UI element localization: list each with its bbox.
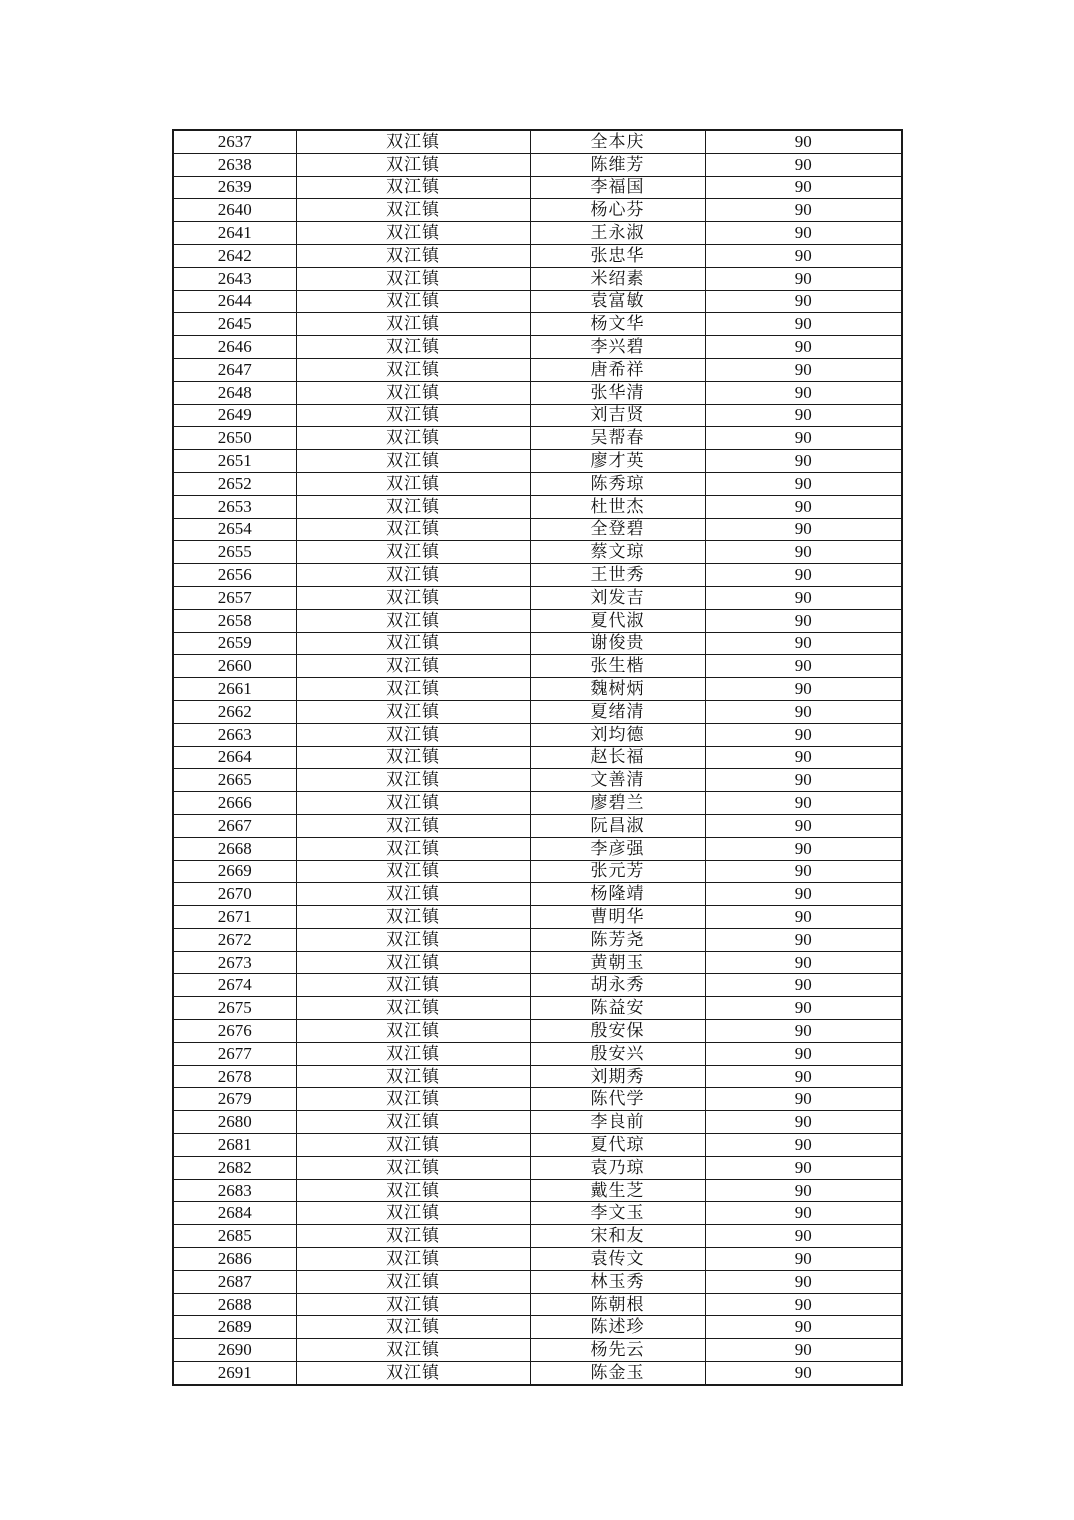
town-cell: 双江镇: [296, 244, 530, 267]
row-number-cell: 2665: [173, 769, 296, 792]
table-row: [173, 1111, 902, 1134]
table-row: [173, 655, 902, 678]
row-number-cell: 2688: [173, 1293, 296, 1316]
person-name-cell: 张忠华: [530, 244, 705, 267]
row-number-cell: 2691: [173, 1362, 296, 1385]
table-row: [173, 1248, 902, 1271]
value-cell: 90: [705, 837, 902, 860]
town-cell: 双江镇: [296, 951, 530, 974]
value-cell: 90: [705, 313, 902, 336]
row-number-cell: 2641: [173, 222, 296, 245]
person-name-cell: 夏代淑: [530, 609, 705, 632]
town-cell: 双江镇: [296, 723, 530, 746]
table-row: [173, 974, 902, 997]
town-cell: 双江镇: [296, 450, 530, 473]
table-row: [173, 381, 902, 404]
person-name-cell: 王永淑: [530, 222, 705, 245]
row-number-cell: 2651: [173, 450, 296, 473]
row-number-cell: 2649: [173, 404, 296, 427]
person-name-cell: 夏绪清: [530, 700, 705, 723]
value-cell: 90: [705, 358, 902, 381]
row-number-cell: 2669: [173, 860, 296, 883]
value-cell: 90: [705, 267, 902, 290]
table-row: [173, 1362, 902, 1385]
table-row: [173, 358, 902, 381]
person-name-cell: 杨文华: [530, 313, 705, 336]
person-name-cell: 殷安保: [530, 1020, 705, 1043]
table-row: [173, 1339, 902, 1362]
value-cell: 90: [705, 609, 902, 632]
town-cell: 双江镇: [296, 974, 530, 997]
town-cell: 双江镇: [296, 928, 530, 951]
row-number-cell: 2637: [173, 130, 296, 153]
value-cell: 90: [705, 404, 902, 427]
value-cell: 90: [705, 427, 902, 450]
person-name-cell: 陈秀琼: [530, 472, 705, 495]
person-name-cell: 李良前: [530, 1111, 705, 1134]
row-number-cell: 2643: [173, 267, 296, 290]
town-cell: 双江镇: [296, 404, 530, 427]
town-cell: 双江镇: [296, 746, 530, 769]
value-cell: 90: [705, 518, 902, 541]
row-number-cell: 2647: [173, 358, 296, 381]
value-cell: 90: [705, 1020, 902, 1043]
person-name-cell: 张华清: [530, 381, 705, 404]
row-number-cell: 2640: [173, 199, 296, 222]
person-name-cell: 杜世杰: [530, 495, 705, 518]
row-number-cell: 2684: [173, 1202, 296, 1225]
value-cell: 90: [705, 769, 902, 792]
value-cell: 90: [705, 1202, 902, 1225]
value-cell: 90: [705, 1042, 902, 1065]
town-cell: 双江镇: [296, 1293, 530, 1316]
person-name-cell: 夏代琼: [530, 1134, 705, 1157]
value-cell: 90: [705, 792, 902, 815]
town-cell: 双江镇: [296, 267, 530, 290]
value-cell: 90: [705, 860, 902, 883]
person-name-cell: 赵长福: [530, 746, 705, 769]
town-cell: 双江镇: [296, 222, 530, 245]
person-name-cell: 袁传文: [530, 1248, 705, 1271]
value-cell: 90: [705, 153, 902, 176]
table-row: [173, 860, 902, 883]
town-cell: 双江镇: [296, 792, 530, 815]
table-row: [173, 723, 902, 746]
person-name-cell: 杨心芬: [530, 199, 705, 222]
town-cell: 双江镇: [296, 381, 530, 404]
table-row: [173, 1042, 902, 1065]
person-name-cell: 胡永秀: [530, 974, 705, 997]
row-number-cell: 2655: [173, 541, 296, 564]
row-number-cell: 2680: [173, 1111, 296, 1134]
row-number-cell: 2658: [173, 609, 296, 632]
table-row: [173, 518, 902, 541]
town-cell: 双江镇: [296, 518, 530, 541]
row-number-cell: 2674: [173, 974, 296, 997]
person-name-cell: 陈朝根: [530, 1293, 705, 1316]
row-number-cell: 2681: [173, 1134, 296, 1157]
row-number-cell: 2639: [173, 176, 296, 199]
town-cell: 双江镇: [296, 837, 530, 860]
person-name-cell: 杨先云: [530, 1339, 705, 1362]
row-number-cell: 2666: [173, 792, 296, 815]
person-name-cell: 唐希祥: [530, 358, 705, 381]
table-row: [173, 495, 902, 518]
row-number-cell: 2656: [173, 564, 296, 587]
town-cell: 双江镇: [296, 427, 530, 450]
town-cell: 双江镇: [296, 541, 530, 564]
town-cell: 双江镇: [296, 655, 530, 678]
value-cell: 90: [705, 1225, 902, 1248]
row-number-cell: 2683: [173, 1179, 296, 1202]
table-row: [173, 700, 902, 723]
person-name-cell: 李福国: [530, 176, 705, 199]
person-name-cell: 李兴碧: [530, 336, 705, 359]
town-cell: 双江镇: [296, 906, 530, 929]
table-row: [173, 450, 902, 473]
town-cell: 双江镇: [296, 1134, 530, 1157]
row-number-cell: 2675: [173, 997, 296, 1020]
town-cell: 双江镇: [296, 1179, 530, 1202]
town-cell: 双江镇: [296, 1362, 530, 1385]
row-number-cell: 2663: [173, 723, 296, 746]
table-row: [173, 1134, 902, 1157]
value-cell: 90: [705, 290, 902, 313]
person-name-cell: 黄朝玉: [530, 951, 705, 974]
town-cell: 双江镇: [296, 1111, 530, 1134]
value-cell: 90: [705, 1065, 902, 1088]
row-number-cell: 2689: [173, 1316, 296, 1339]
table-row: [173, 1179, 902, 1202]
row-number-cell: 2667: [173, 814, 296, 837]
town-cell: 双江镇: [296, 1316, 530, 1339]
table-row: [173, 404, 902, 427]
row-number-cell: 2642: [173, 244, 296, 267]
value-cell: 90: [705, 586, 902, 609]
row-number-cell: 2638: [173, 153, 296, 176]
town-cell: 双江镇: [296, 1270, 530, 1293]
town-cell: 双江镇: [296, 997, 530, 1020]
value-cell: 90: [705, 222, 902, 245]
row-number-cell: 2690: [173, 1339, 296, 1362]
table-row: [173, 472, 902, 495]
value-cell: 90: [705, 928, 902, 951]
value-cell: 90: [705, 1134, 902, 1157]
row-number-cell: 2645: [173, 313, 296, 336]
town-cell: 双江镇: [296, 313, 530, 336]
value-cell: 90: [705, 678, 902, 701]
table-row: [173, 1225, 902, 1248]
table-row: [173, 427, 902, 450]
table-row: [173, 153, 902, 176]
value-cell: 90: [705, 176, 902, 199]
table-row: [173, 814, 902, 837]
row-number-cell: 2687: [173, 1270, 296, 1293]
value-cell: 90: [705, 997, 902, 1020]
row-number-cell: 2654: [173, 518, 296, 541]
row-number-cell: 2652: [173, 472, 296, 495]
value-cell: 90: [705, 1270, 902, 1293]
value-cell: 90: [705, 1111, 902, 1134]
person-name-cell: 蔡文琼: [530, 541, 705, 564]
town-cell: 双江镇: [296, 153, 530, 176]
table-row: [173, 1065, 902, 1088]
row-number-cell: 2660: [173, 655, 296, 678]
row-number-cell: 2661: [173, 678, 296, 701]
row-number-cell: 2682: [173, 1156, 296, 1179]
table-row: [173, 1293, 902, 1316]
value-cell: 90: [705, 541, 902, 564]
table-row: [173, 244, 902, 267]
value-cell: 90: [705, 336, 902, 359]
town-cell: 双江镇: [296, 883, 530, 906]
row-number-cell: 2644: [173, 290, 296, 313]
table-row: [173, 678, 902, 701]
table-row: [173, 130, 902, 153]
table-row: [173, 176, 902, 199]
town-cell: 双江镇: [296, 199, 530, 222]
value-cell: 90: [705, 632, 902, 655]
value-cell: 90: [705, 495, 902, 518]
person-name-cell: 李文玉: [530, 1202, 705, 1225]
row-number-cell: 2670: [173, 883, 296, 906]
person-name-cell: 廖碧兰: [530, 792, 705, 815]
person-name-cell: 文善清: [530, 769, 705, 792]
value-cell: 90: [705, 974, 902, 997]
value-cell: 90: [705, 723, 902, 746]
person-name-cell: 刘均德: [530, 723, 705, 746]
person-name-cell: 宋和友: [530, 1225, 705, 1248]
person-name-cell: 廖才英: [530, 450, 705, 473]
town-cell: 双江镇: [296, 336, 530, 359]
row-number-cell: 2686: [173, 1248, 296, 1271]
table-row: [173, 632, 902, 655]
table-row: [173, 906, 902, 929]
town-cell: 双江镇: [296, 769, 530, 792]
records-body: [173, 130, 902, 1385]
row-number-cell: 2653: [173, 495, 296, 518]
row-number-cell: 2679: [173, 1088, 296, 1111]
table-row: [173, 792, 902, 815]
row-number-cell: 2678: [173, 1065, 296, 1088]
row-number-cell: 2668: [173, 837, 296, 860]
value-cell: 90: [705, 381, 902, 404]
person-name-cell: 吴帮春: [530, 427, 705, 450]
town-cell: 双江镇: [296, 1020, 530, 1043]
row-number-cell: 2659: [173, 632, 296, 655]
town-cell: 双江镇: [296, 1156, 530, 1179]
person-name-cell: 殷安兴: [530, 1042, 705, 1065]
row-number-cell: 2646: [173, 336, 296, 359]
value-cell: 90: [705, 814, 902, 837]
value-cell: 90: [705, 130, 902, 153]
person-name-cell: 魏树炳: [530, 678, 705, 701]
person-name-cell: 陈金玉: [530, 1362, 705, 1385]
town-cell: 双江镇: [296, 130, 530, 153]
value-cell: 90: [705, 1316, 902, 1339]
person-name-cell: 袁乃琼: [530, 1156, 705, 1179]
town-cell: 双江镇: [296, 678, 530, 701]
value-cell: 90: [705, 199, 902, 222]
person-name-cell: 王世秀: [530, 564, 705, 587]
town-cell: 双江镇: [296, 176, 530, 199]
value-cell: 90: [705, 1362, 902, 1385]
table-row: [173, 313, 902, 336]
table-row: [173, 609, 902, 632]
person-name-cell: 刘发吉: [530, 586, 705, 609]
person-name-cell: 戴生芝: [530, 1179, 705, 1202]
person-name-cell: 袁富敏: [530, 290, 705, 313]
value-cell: 90: [705, 746, 902, 769]
table-row: [173, 586, 902, 609]
town-cell: 双江镇: [296, 860, 530, 883]
person-name-cell: 杨隆靖: [530, 883, 705, 906]
town-cell: 双江镇: [296, 1225, 530, 1248]
person-name-cell: 陈益安: [530, 997, 705, 1020]
town-cell: 双江镇: [296, 564, 530, 587]
row-number-cell: 2671: [173, 906, 296, 929]
table-row: [173, 951, 902, 974]
person-name-cell: 阮昌淑: [530, 814, 705, 837]
person-name-cell: 张生楷: [530, 655, 705, 678]
town-cell: 双江镇: [296, 586, 530, 609]
town-cell: 双江镇: [296, 632, 530, 655]
value-cell: 90: [705, 1088, 902, 1111]
table-row: [173, 769, 902, 792]
table-row: [173, 1316, 902, 1339]
row-number-cell: 2657: [173, 586, 296, 609]
row-number-cell: 2676: [173, 1020, 296, 1043]
person-name-cell: 刘期秀: [530, 1065, 705, 1088]
value-cell: 90: [705, 1339, 902, 1362]
table-row: [173, 997, 902, 1020]
town-cell: 双江镇: [296, 1088, 530, 1111]
table-row: [173, 1202, 902, 1225]
row-number-cell: 2662: [173, 700, 296, 723]
table-row: [173, 1020, 902, 1043]
table-row: [173, 746, 902, 769]
person-name-cell: 陈维芳: [530, 153, 705, 176]
person-name-cell: 林玉秀: [530, 1270, 705, 1293]
value-cell: 90: [705, 655, 902, 678]
row-number-cell: 2677: [173, 1042, 296, 1065]
row-number-cell: 2650: [173, 427, 296, 450]
person-name-cell: 陈芳尧: [530, 928, 705, 951]
table-row: [173, 1270, 902, 1293]
value-cell: 90: [705, 1248, 902, 1271]
person-name-cell: 全本庆: [530, 130, 705, 153]
town-cell: 双江镇: [296, 700, 530, 723]
person-name-cell: 全登碧: [530, 518, 705, 541]
table-row: [173, 837, 902, 860]
table-row: [173, 883, 902, 906]
value-cell: 90: [705, 1293, 902, 1316]
value-cell: 90: [705, 700, 902, 723]
town-cell: 双江镇: [296, 290, 530, 313]
table-row: [173, 336, 902, 359]
table-row: [173, 222, 902, 245]
table-row: [173, 1156, 902, 1179]
value-cell: 90: [705, 244, 902, 267]
table-row: [173, 564, 902, 587]
row-number-cell: 2664: [173, 746, 296, 769]
town-cell: 双江镇: [296, 1202, 530, 1225]
value-cell: 90: [705, 1156, 902, 1179]
town-cell: 双江镇: [296, 1339, 530, 1362]
person-name-cell: 张元芳: [530, 860, 705, 883]
table-row: [173, 267, 902, 290]
row-number-cell: 2685: [173, 1225, 296, 1248]
town-cell: 双江镇: [296, 1248, 530, 1271]
person-name-cell: 陈述珍: [530, 1316, 705, 1339]
town-cell: 双江镇: [296, 495, 530, 518]
value-cell: 90: [705, 906, 902, 929]
value-cell: 90: [705, 1179, 902, 1202]
value-cell: 90: [705, 564, 902, 587]
row-number-cell: 2648: [173, 381, 296, 404]
town-cell: 双江镇: [296, 1065, 530, 1088]
row-number-cell: 2673: [173, 951, 296, 974]
town-cell: 双江镇: [296, 814, 530, 837]
person-name-cell: 谢俊贵: [530, 632, 705, 655]
person-name-cell: 曹明华: [530, 906, 705, 929]
value-cell: 90: [705, 450, 902, 473]
town-cell: 双江镇: [296, 472, 530, 495]
person-name-cell: 米绍素: [530, 267, 705, 290]
table-row: [173, 1088, 902, 1111]
person-name-cell: 刘吉贤: [530, 404, 705, 427]
table-row: [173, 199, 902, 222]
table-row: [173, 928, 902, 951]
records-table: [172, 129, 903, 1386]
person-name-cell: 李彦强: [530, 837, 705, 860]
row-number-cell: 2672: [173, 928, 296, 951]
value-cell: 90: [705, 883, 902, 906]
value-cell: 90: [705, 951, 902, 974]
person-name-cell: 陈代学: [530, 1088, 705, 1111]
town-cell: 双江镇: [296, 358, 530, 381]
table-row: [173, 541, 902, 564]
town-cell: 双江镇: [296, 609, 530, 632]
town-cell: 双江镇: [296, 1042, 530, 1065]
table-row: [173, 290, 902, 313]
value-cell: 90: [705, 472, 902, 495]
